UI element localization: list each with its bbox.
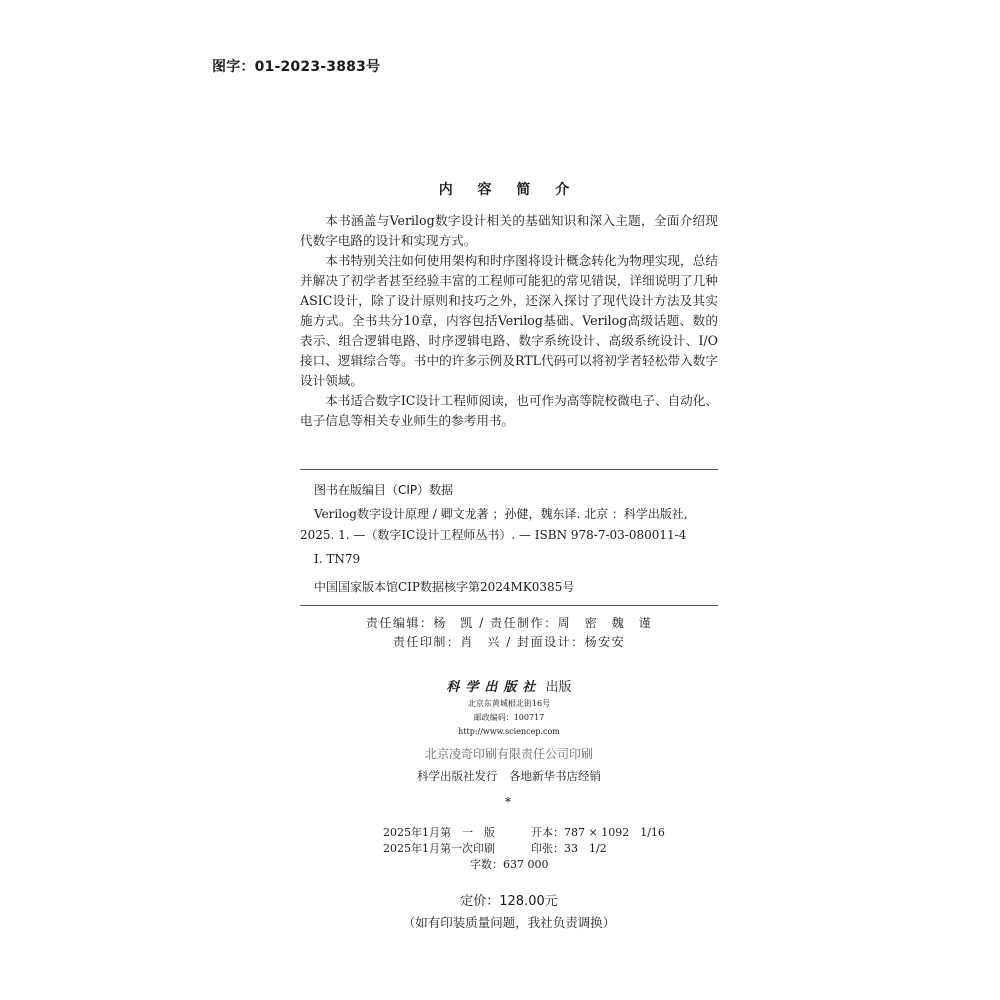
credits-production: 责任印制：肖 兴 / 封面设计：杨安安 [392,635,626,649]
edition-line: 2025年1月第 一 版 [383,826,495,839]
publisher-logo-text: 科学出版社 [446,680,542,695]
edition-info-left [383,825,495,857]
cip-record-number: 中国国家版本馆CIP数据核字第2024MK0385号 [314,580,575,594]
publisher-name [300,679,718,697]
summary-paragraph-3: 本书适合数字IC设计工程师阅读，也可作为高等院校微电子、自动化、电子信息等相关专业师生的参考用书。 [300,393,718,428]
copyright-register-number: 图字：01-2023-3883号 [212,59,381,75]
publisher-postcode: 邮政编码：100717 [473,713,545,722]
cip-title-line: Verilog数字设计原理 / 卿文龙著 ；孙健，魏东译. 北京 ：科学出版社, [314,507,688,521]
word-count: 字数：637 000 [470,858,549,871]
summary-title: 内 容 简 介 [438,182,580,198]
credits-block [300,614,718,652]
summary-paragraph-2: 本书特别关注如何使用架构和时序图将设计概念转化为物理实现，总结并解决了初学者甚至经验丰富的工程师可能犯的常见错误，详细说明了几种ASIC设计，除了设计原则和技巧之外，还深入探讨了现代设计方法及其实施方式。全书共分10章，内容包括Verilog基础、Verilog高级话题、数的表示、组合逻辑电路、时序逻辑电路、数字系统设计、高级系统设计、I/O接口、逻辑综合等。书中的许多示例及RTL代码可以将初学者轻松带入数字设计领域。 [300,253,718,388]
sheets-line: 印张：33 1/2 [531,842,607,855]
publisher-block [300,679,718,786]
cip-classification: Ⅰ. TN79 [314,552,361,566]
print-line: 2025年1月第一次印刷 [383,842,495,855]
cip-data-box [300,469,718,606]
section-separator: * [505,795,511,809]
cip-isbn-line: 2025. 1. —（数字IC设计工程师丛书）. — ISBN 978-7-03-080011-4 [300,528,687,542]
price: 定价：128.00元 [460,894,558,909]
cip-heading: 图书在版编目（CIP）数据 [314,483,454,497]
printer-name: 北京凌奇印刷有限责任公司印刷 [424,747,593,761]
quality-note: （如有印装质量问题，我社负责调换） [402,915,616,930]
summary-body [300,211,718,431]
credits-editors: 责任编辑：杨 凯 / 责任制作：周 密 魏 谨 [365,616,653,630]
publisher-suffix: 出版 [545,680,572,695]
format-line: 开本：787 × 1092 1/16 [531,826,665,839]
publisher-address: 北京东黄城根北街16号 [467,699,551,708]
summary-paragraph-1: 本书涵盖与Verilog数字设计相关的基础知识和深入主题，全面介绍现代数字电路的设计和实现方式。 [300,213,718,248]
distributor: 科学出版社发行 各地新华书店经销 [417,769,601,783]
edition-info-right [531,825,665,857]
publisher-website: http://www.sciencep.com [458,727,560,736]
